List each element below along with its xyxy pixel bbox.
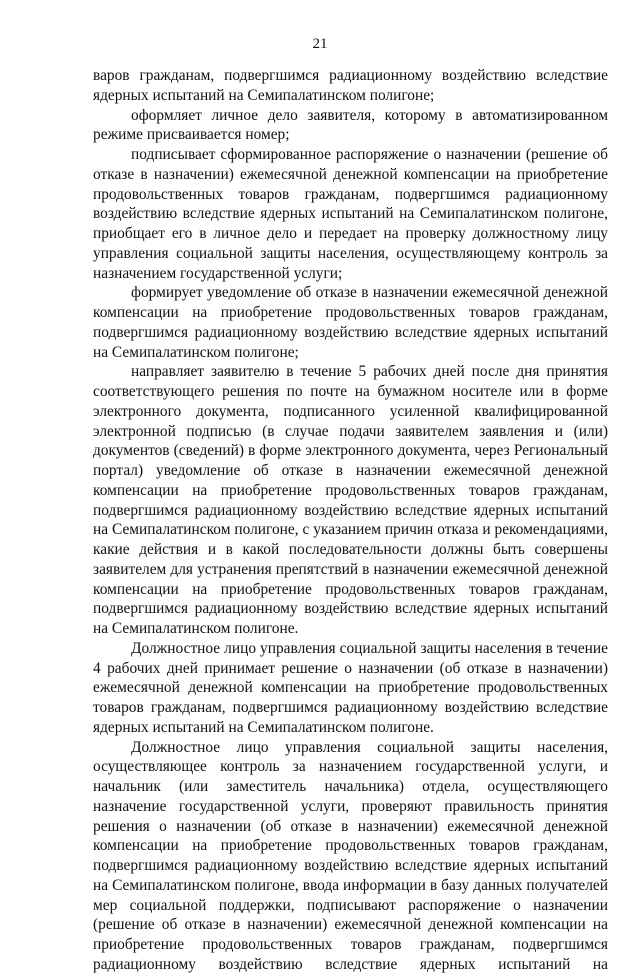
paragraph-forms-notice: формирует уведомление об отказе в назначении ежемесячной денежной компенсации на приобретение продовольственных товаров гражданам, подвергшимся радиационному воздействию вследствие ядерных испытаний на Семипалатинском полигоне; (93, 284, 608, 361)
paragraph-personal-file: оформляет личное дело заявителя, которому в автоматизированном режиме присваивается номер; (93, 106, 608, 144)
page-number: 21 (312, 36, 328, 52)
paragraph-decision-term: Должностное лицо управления социальной защиты населения в течение 4 рабочих дней принимает решение о назначении (об отказе в назначении) ежемесячной денежной компенсации на приобретение продовольственных товаров гражданам, подвергшимся радиационному воздействию вследствие ядерных испытаний на Семипалатинском полигоне. (93, 639, 608, 736)
paragraph-verification: Должностное лицо управления социальной защиты населения, осуществляющее контроль за назначением государственной услуги, и начальник (или заместитель начальника) отдела, осуществляющего назначение государственной услуги, проверяют правильность принятия решения о назначении (об отказе в назначении) ежемесячной денежной компенсации на приобретение продовольственных товаров гражданам, подвергшимся радиационному воздействию вследствие ядерных испытаний на Семипалатинском полигоне, ввода информации в базу данных получателей мер социальной поддержки, подписывают распоряжение о назначении (решение об отказе в назначении) ежемесячной денежной компенсации на приобретение продовольственных товаров гражданам, подвергшимся радиационному воздействию вследствие ядерных испытаний на (93, 738, 608, 973)
paragraph-sends-notice: направляет заявителю в течение 5 рабочих дней после дня принятия соответствующего решения по почте на бумажном носителе или в форме электронного документа, подписанного усиленной квалифицированной электронной подписью (в случае подачи заявителем заявления и (или) документов (сведений) в форме электронного документа, через Региональный портал) уведомление об отказе в назначении ежемесячной денежной компенсации на приобретение продовольственных товаров гражданам, подвергшимся радиационному воздействию вследствие ядерных испытаний на Семипалатинском полигоне, с указанием причин отказа и рекомендациями, какие действия и в какой последовательности должны быть совершены заявителем для устранения препятствий в назначении ежемесячной денежной компенсации на приобретение продовольственных товаров гражданам, подвергшимся радиационному воздействию вследствие ядерных испытаний на Семипалатинском полигоне. (93, 363, 608, 637)
paragraph-signs-order: подписывает сформированное распоряжение о назначении (решение об отказе в назначении) ежемесячной денежной компенсации на приобретение продовольственных товаров гражданам, подвергшимся радиационному воздействию вследствие ядерных испытаний на Семипалатинском полигоне, приобщает его в личное дело и передает на проверку должностному лицу управления социальной защиты населения, осуществляющему контроль за назначением государственной услуги; (93, 146, 608, 282)
paragraph-continuation: варов гражданам, подвергшимся радиационному воздействию вследствие ядерных испытаний на Семипалатинском полигоне; (93, 67, 608, 104)
document-body (93, 66, 608, 975)
